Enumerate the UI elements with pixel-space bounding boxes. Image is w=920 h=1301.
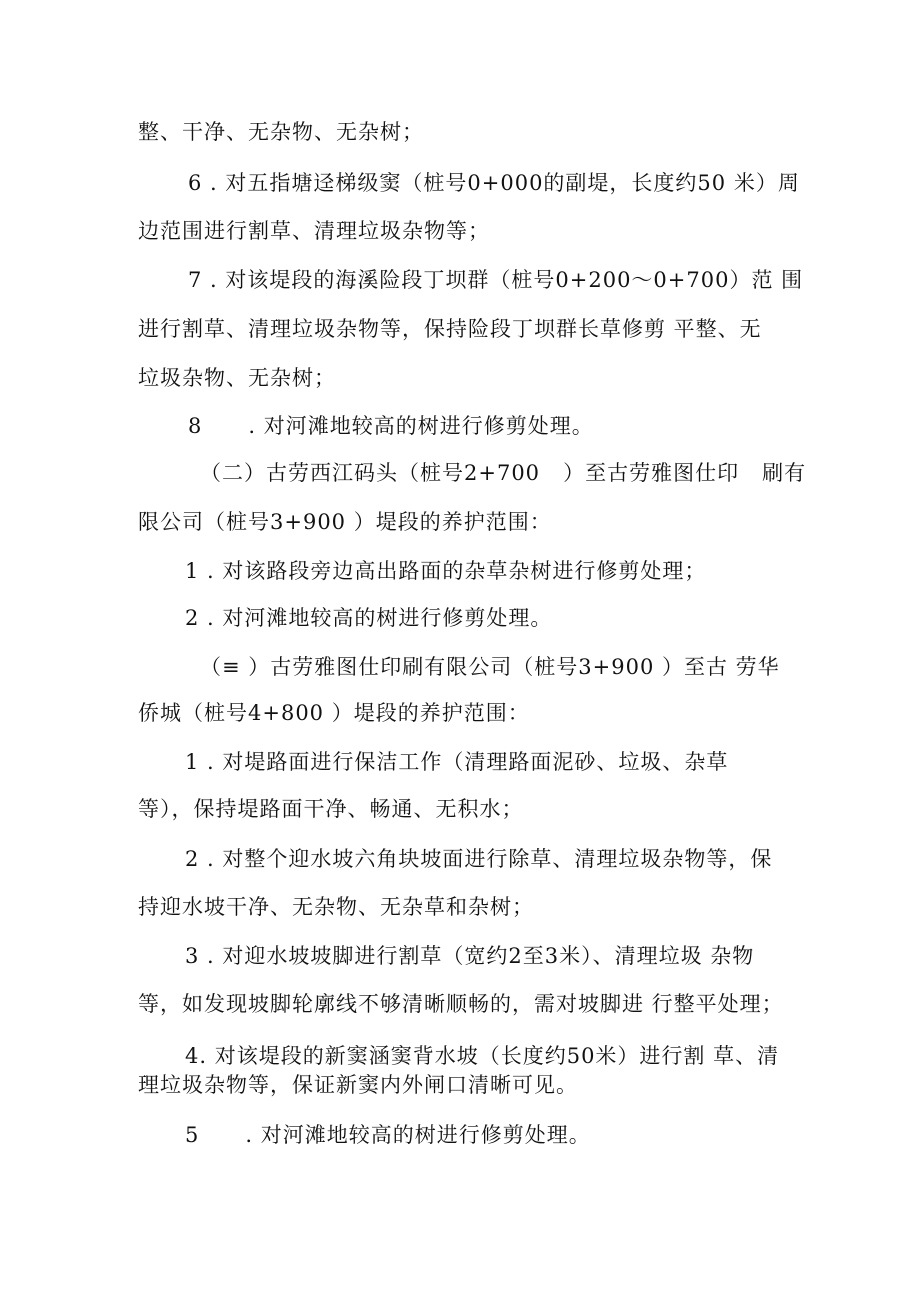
text-line-22: 5 . 对河滩地较高的树进行修剪处理。 xyxy=(185,1123,591,1147)
text-line-13: 侨城（桩号4+800 ）堤段的养护范围： xyxy=(138,701,530,725)
text-line-6: 垃圾杂物、无杂树； xyxy=(138,366,336,390)
text-line-15: 等），保持堤路面干净、畅通、无积水； xyxy=(138,797,524,821)
text-line-10: 1 . 对该路段旁边高出路面的杂草杂树进行修剪处理； xyxy=(185,559,707,583)
text-line-5: 进行割草、清理垃圾杂物等，保持险段丁坝群长草修剪 平整、无 xyxy=(138,317,762,341)
text-line-4: 7 . 对该堤段的海溪险段丁坝群（桩号0+200～0+700）范 围 xyxy=(188,268,804,292)
text-line-16: 2 . 对整个迎水坡六角块坡面进行除草、清理垃圾杂物等，保 xyxy=(185,847,773,871)
text-line-3: 边范围进行割草、清理垃圾杂物等； xyxy=(138,219,490,243)
text-line-14: 1 . 对堤路面进行保洁工作（清理路面泥砂、垃圾、杂草 xyxy=(185,750,729,774)
text-line-9: 限公司（桩号3+900 ）堤段的养护范围： xyxy=(138,510,552,534)
text-line-21: 理垃圾杂物等，保证新窦内外闸口清晰可见。 xyxy=(138,1073,578,1097)
text-line-7: 8 . 对河滩地较高的树进行修剪处理。 xyxy=(188,414,594,438)
text-line-11: 2 . 对河滩地较高的树进行修剪处理。 xyxy=(185,606,553,630)
text-line-18: 3 . 对迎水坡坡脚进行割草（宽约2至3米）、清理垃圾 杂物 xyxy=(185,944,755,968)
text-line-8: （二）古劳西江码头（桩号2+700 ）至古劳雅图仕印 刷有 xyxy=(200,461,807,485)
text-line-12: （≡ ）古劳雅图仕印刷有限公司（桩号3+900 ）至古 劳华 xyxy=(200,655,780,679)
text-line-17: 持迎水坡干净、无杂物、无杂草和杂树； xyxy=(138,895,534,919)
text-line-19: 等，如发现坡脚轮廓线不够清晰顺畅的，需对坡脚进 行整平处理； xyxy=(138,992,784,1016)
text-line-2: 6 . 对五指塘迳梯级窦（桩号0+000的副堤，长度约50 米）周 xyxy=(188,171,800,195)
text-line-1: 整、干净、无杂物、无杂树； xyxy=(138,120,424,144)
text-line-20: 4. 对该堤段的新窦涵窦背水坡（长度约50米）进行割 草、清 xyxy=(185,1044,780,1068)
